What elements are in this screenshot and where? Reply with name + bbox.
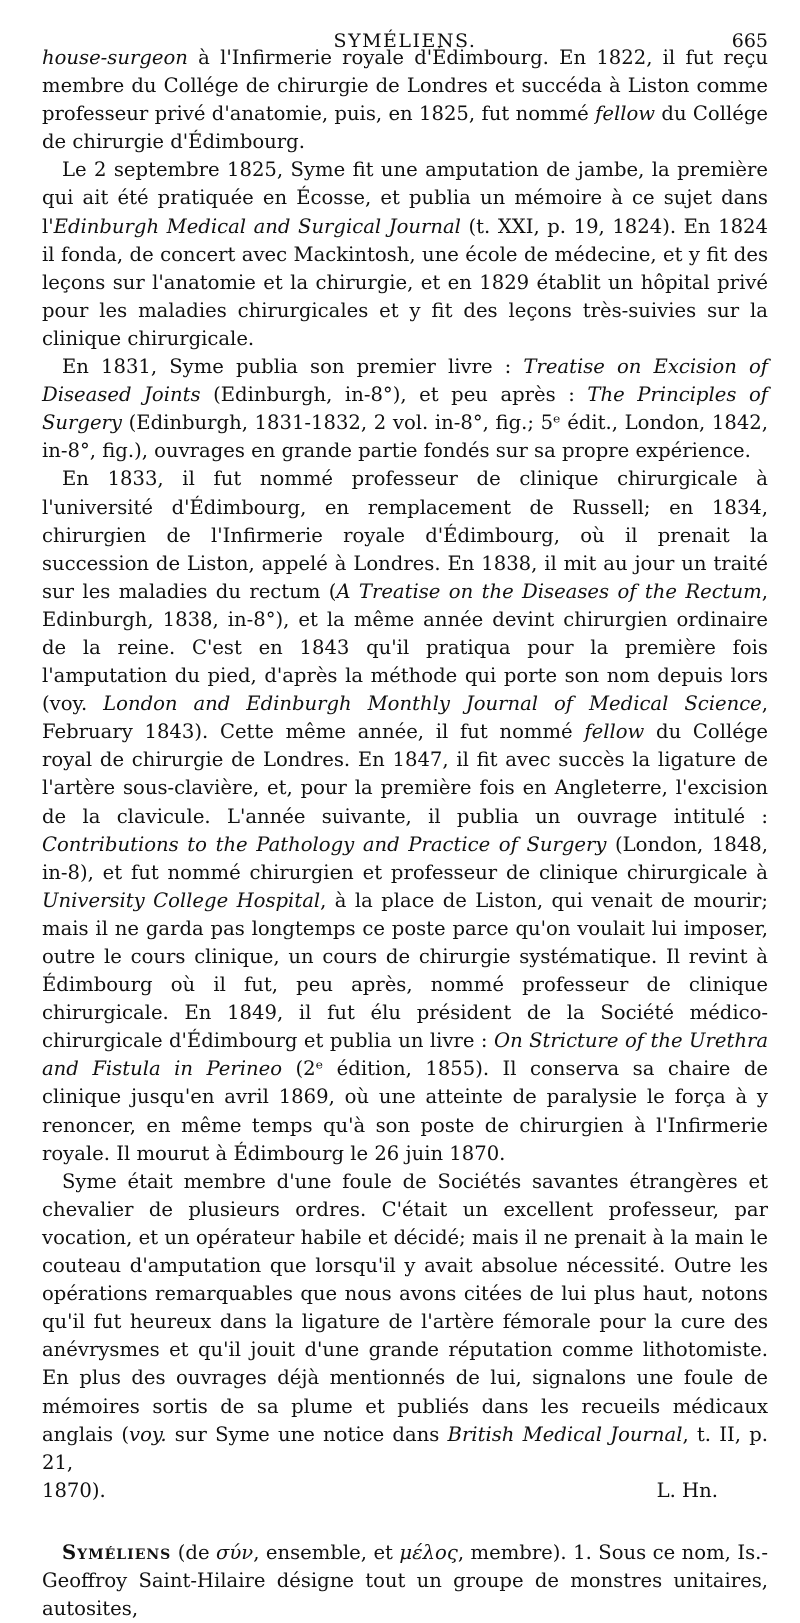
- running-head: [42, 10, 768, 52]
- next-entry: [42, 1539, 768, 1623]
- italic-text: Treatise on Excision of Diseased Joints: [42, 355, 768, 407]
- text-run: En 1833, il fut nommé professeur de clinique chirurgicale à l'université d'Édimbourg, en remplacement de Russell; en 1834, chirurgien de l'Infirmerie royale d'Édimbourg, où il prenait la succession de Liston, appelé à Londres. En 1838, il mit au jour un traité sur les maladies du rectum (: [42, 467, 768, 603]
- paragraph: [42, 44, 768, 156]
- text-run: , t. II, p. 21,: [42, 1422, 768, 1474]
- entry-headword: Syméliens: [62, 1540, 172, 1564]
- italic-text: A Treatise on the Diseases of the Rectum: [336, 579, 762, 603]
- italic-text: Edinburgh Medical and Surgical Journal: [53, 214, 461, 238]
- text-run: Syme était membre d'une foule de Sociétés savantes étrangères et chevalier de plusieurs ordres. C'était un excellent professeur, par vocation, et un opérateur habile et décidé; mais il ne prenait à la main le couteau d'amputation que lorsqu'il y avait absolue nécessité. Outre les opérations remarquables que nous avons citées de lui plus haut, notons qu'il fut heureux dans la ligature de l'artère fémorale pour la cure des anévrysmes et qu'il jouit d'une grande réputation comme lithotomiste. En plus des ouvrages déjà mentionnés de lui, signalons une foule de mémoires sortis de sa plume et publiés dans les recueils médicaux anglais (: [42, 1169, 768, 1446]
- text-run: Le 2 septembre 1825, Syme fit une amputation de jambe, la première qui ait été pratiquée en Écosse, et publia un mémoire à ce sujet dans l': [42, 158, 768, 238]
- entry-separator: [42, 1505, 768, 1539]
- paragraph: [42, 1168, 768, 1477]
- italic-text: University College Hospital: [42, 888, 321, 912]
- text-run: du Collége royal de chirurgie de Londres. En 1847, il fit avec succès la ligature de l'artère sous-clavière, et, pour la première fois en Angleterre, l'excision de la clavicule. L'année suivante, il publia un ouvrage intitulé :: [42, 720, 768, 828]
- text-run: , ensemble, et: [253, 1540, 400, 1564]
- text-run: (London, 1848, in-8), et fut nommé chirurgien et professeur de clinique chirurgicale à: [42, 832, 768, 884]
- italic-text: The Principles of Surgery: [42, 383, 768, 435]
- italic-text: Contributions to the Pathology and Practice of Surgery: [42, 832, 607, 856]
- text-run: , February 1843). Cette même année, il fut nommé: [42, 692, 768, 744]
- text-run: (de: [171, 1540, 217, 1564]
- text-run: à l'Infirmerie royale d'Édimbourg. En 1822, il fut reçu membre du Collége de chirurgie de Londres et succéda à Liston comme professeur privé d'anatomie, puis, en 1825, fut nommé: [42, 46, 768, 126]
- text-run: du Collége de chirurgie d'Édimbourg.: [42, 102, 768, 154]
- text-run: , à la place de Liston, qui venait de mourir; mais il ne garda pas longtemps ce poste parce qu'on voulait lui imposer, outre le cours clinique, un cours de chirurgie systématique. Il revint à Édimbourg où il fut, peu après, nommé professeur de clinique chirurgicale. En 1849, il fut élu président de la Société médico-chirurgicale d'Édimbourg et publia un livre :: [42, 888, 768, 1053]
- italic-text: house-surgeon: [42, 46, 188, 69]
- article-body: [42, 44, 768, 1477]
- article-closing: [42, 1477, 768, 1505]
- italic-text: σύν: [216, 1540, 254, 1564]
- italic-text: μέλος: [399, 1540, 458, 1564]
- italic-text: London and Edinburgh Monthly Journal of Medical Science: [103, 692, 762, 716]
- paragraph: [42, 156, 768, 353]
- author-signature: L. Hn.: [656, 1478, 718, 1502]
- italic-text: British Medical Journal: [447, 1422, 683, 1446]
- text-run: (Edinburgh, 1831-1832, 2 vol. in-8°, fig.; 5ᵉ édit., London, 1842, in-8°, fig.), ouvrages en grande partie fondés sur sa propre expérience.: [42, 411, 768, 463]
- running-title: SYMÉLIENS.: [333, 30, 477, 52]
- text-run: (t. XXI, p. 19, 1824). En 1824 il fonda, de concert avec Mackintosh, une école de médecine, et y fit des leçons sur l'anatomie et la chirurgie, et en 1829 établit un hôpital privé pour les maladies chirurgicales et y fit des leçons très-suivies sur la clinique chirurgicale.: [42, 214, 768, 350]
- paragraph: [42, 353, 768, 465]
- text-run: sur Syme une notice dans: [166, 1422, 448, 1446]
- text-run: (2ᵉ édition, 1855). Il conserva sa chaire de clinique jusqu'en avril 1869, où une atteinte de paralysie le força à y renoncer, en même temps qu'à son poste de chirurgien à l'Infirmerie royale. Il mourut à Édimbourg le 26 juin 1870.: [42, 1057, 768, 1165]
- text-run: (Edinburgh, in-8°), et peu après :: [200, 383, 588, 407]
- italic-text: fellow: [595, 102, 656, 126]
- italic-text: On Stricture of the Urethra and Fistula in Perineo: [42, 1029, 769, 1081]
- text-run: En 1831, Syme publia son premier livre :: [62, 355, 524, 379]
- text-run: , membre). 1. Sous ce nom, Is.-Geoffroy Saint-Hilaire désigne tout un groupe de monstres unitaires, autosites,: [42, 1540, 768, 1620]
- closing-year: 1870).: [42, 1478, 106, 1502]
- text-run: , Edinburgh, 1838, in-8°), et la même année devint chirurgien ordinaire de la reine. C'est en 1843 qu'il pratiqua pour la première fois l'amputation du pied, d'après la méthode qui porte son nom depuis lors (voy.: [42, 579, 768, 716]
- italic-text: fellow: [584, 720, 645, 744]
- italic-text: voy.: [129, 1422, 167, 1446]
- page: [42, 10, 768, 1623]
- paragraph: [42, 465, 768, 1167]
- page-number: 665: [731, 30, 768, 52]
